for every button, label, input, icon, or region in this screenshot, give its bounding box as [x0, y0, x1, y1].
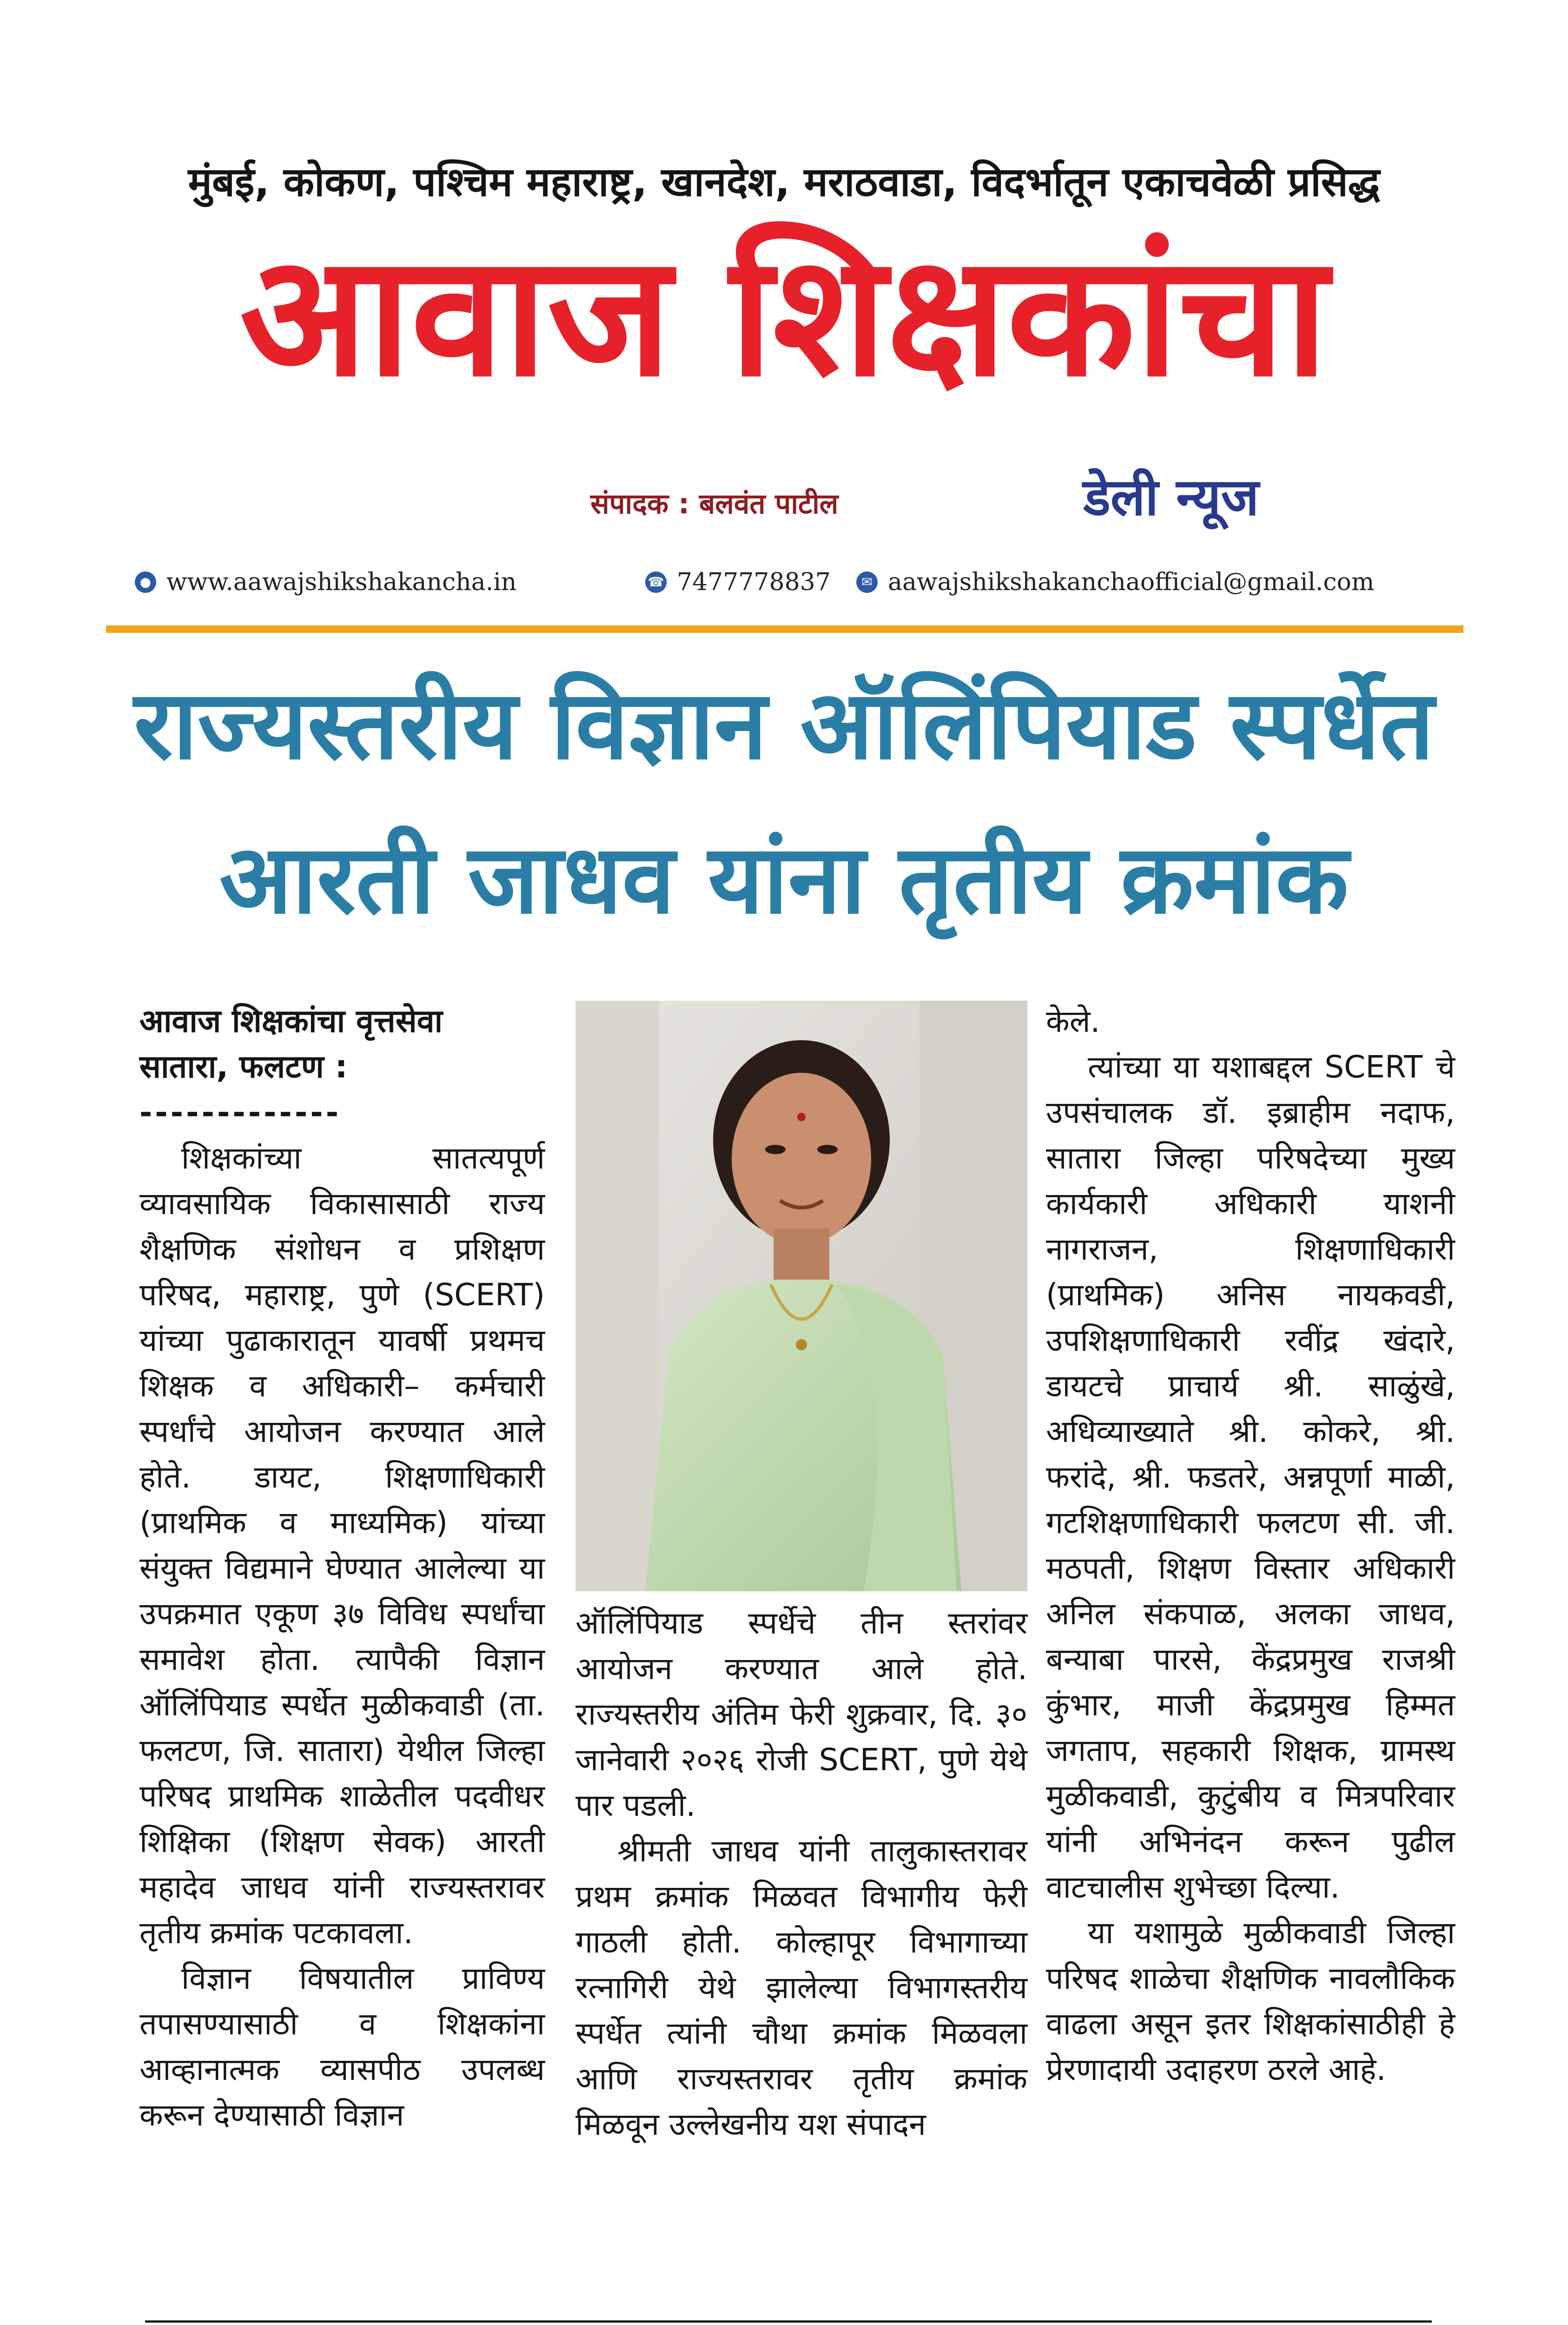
headline-line-1: राज्यस्तरीय विज्ञान ऑलिंपियाड स्पर्धेत: [133, 670, 1435, 781]
paragraph: शिक्षकांच्या सातत्यपूर्ण व्यावसायिक विकासासाठी राज्य शैक्षणिक संशोधन व प्रशिक्षण परिषद, महाराष्ट्र, पुणे (SCERT) यांच्या पुढाकारातून यावर्षी प्रथमच शिक्षक व अधिकारी– कर्मचारी स्पर्धांचे आयोजन करण्यात आले होते. डायट, शिक्षणाधिकारी (प्राथमिक व माध्यमिक) यांच्या संयुक्त विद्यमाने घेण्यात आलेल्या या उपक्रमात एकूण ३७ विविध स्पर्धांचा समावेश होता. त्यापैकी विज्ञान ऑलिंपियाड स्पर्धेत मुळीकवाडी (ता. फलटण, जि. सातारा) येथील जिल्हा परिषद प्राथमिक शाळेतील पदवीधर शिक्षिका (शिक्षण सेवक) आरती महादेव जाधव यांनी राज्यस्तरावर तृतीय क्रमांक पटकावला.: [139, 1140, 545, 1951]
header-divider: [106, 625, 1463, 633]
footer-top-rule: [145, 2320, 1432, 2323]
website-contact[interactable]: [135, 568, 516, 596]
paragraph: त्यांच्या या यशाबद्दल SCERT चे उपसंचालक डॉ. इब्राहीम नदाफ, सातारा जिल्हा परिषदेच्या मुख्य कार्यकारी अधिकारी याशनी नागराजन, शिक्षणाधिकारी (प्राथमिक) अनिस नायकवडी, उपशिक्षणाधिकारी रवींद्र खंदारे, डायटचे प्राचार्य श्री. साळुंखे, अधिव्याख्याते श्री. कोकरे, श्री. फरांदे, श्री. फडतरे, अन्नपूर्णा माळी, गटशिक्षणाधिकारी फलटण सी. जी. मठपती, शिक्षण विस्तार अधिकारी अनिल संकपाळ, अलका जाधव, बन्याबा पारसे, केंद्रप्रमुख राजश्री कुंभार, माजी केंद्रप्रमुख हिम्मत जगताप, सहकारी शिक्षक, ग्रामस्थ मुळीकवाडी, कुटुंबीय व मित्रपरिवार यांनी अभिनंदन करून पुढील वाटचालीस शुभेच्छा दिल्या.: [1046, 1049, 1455, 1905]
globe-icon: ●: [135, 571, 156, 593]
byline-location: सातारा, फलटण :: [139, 1049, 348, 1085]
tagline: मुंबई, कोकण, पश्चिम महाराष्ट्र, खानदेश, मराठवाडा, विदर्भातून एकाचवेळी प्रसिद्ध: [188, 159, 1380, 206]
masthead-logo: आवाज शिक्षकांचा: [239, 219, 1329, 413]
headline-line-2: आरती जाधव यांना तृतीय क्रमांक: [219, 824, 1349, 935]
byline-agency: आवाज शिक्षकांचा वृत्तसेवा: [139, 1003, 443, 1040]
article-column-3: [1046, 999, 1455, 2092]
paragraph: केले.: [1046, 1003, 1100, 1039]
paragraph: या यशामुळे मुळीकवाडी जिल्हा परिषद शाळेचा शैक्षणिक नावलौकिक वाढला असून इतर शिक्षकांसाठीही हे प्रेरणादायी उदाहरण ठरले आहे.: [1046, 1915, 1455, 2087]
paragraph: विज्ञान विषयातील प्राविण्य तपासण्यासाठी व शिक्षकांना आव्हानात्मक व्यासपीठ उपलब्ध करून देण्यासाठी विज्ञान: [139, 1960, 545, 2133]
paragraph: श्रीमती जाधव यांनी तालुकास्तरावर प्रथम क्रमांक मिळवत विभागीय फेरी गाठली होती. कोल्हापूर विभागाच्या रत्नागिरी येथे झालेल्या विभागस्तरीय स्पर्धेत त्यांनी चौथा क्रमांक मिळवला आणि राज्यस्तरावर तृतीय क्रमांक मिळवून उल्लेखनीय यश संपादन: [576, 1833, 1027, 2142]
phone-contact[interactable]: [645, 568, 831, 596]
phone-icon: ☎: [645, 571, 667, 593]
email-text[interactable]: aawajshikshakanchaofficial@gmail.com: [888, 568, 1375, 596]
article-photo: [576, 1001, 1027, 1591]
editor-name: संपादक : बलवंत पाटील: [590, 488, 839, 520]
article-column-2: [576, 1601, 1027, 2147]
byline-separator: -------------: [139, 1095, 342, 1130]
article-column-1: [139, 999, 545, 2138]
portrait-image: [576, 1001, 1027, 1591]
phone-text[interactable]: 7477778837: [677, 568, 831, 596]
email-icon: ✉: [856, 571, 878, 593]
daily-news-label: डेली न्यूज: [1083, 467, 1259, 527]
email-contact[interactable]: [856, 568, 1374, 596]
website-text[interactable]: www.aawajshikshakancha.in: [166, 568, 517, 596]
paragraph: ऑलिंपियाड स्पर्धेचे तीन स्तरांवर आयोजन करण्यात आले होते. राज्यस्तरीय अंतिम फेरी शुक्रवार, दि. ३० जानेवारी २०२६ रोजी SCERT, पुणे येथे पार पडली.: [576, 1605, 1027, 1823]
